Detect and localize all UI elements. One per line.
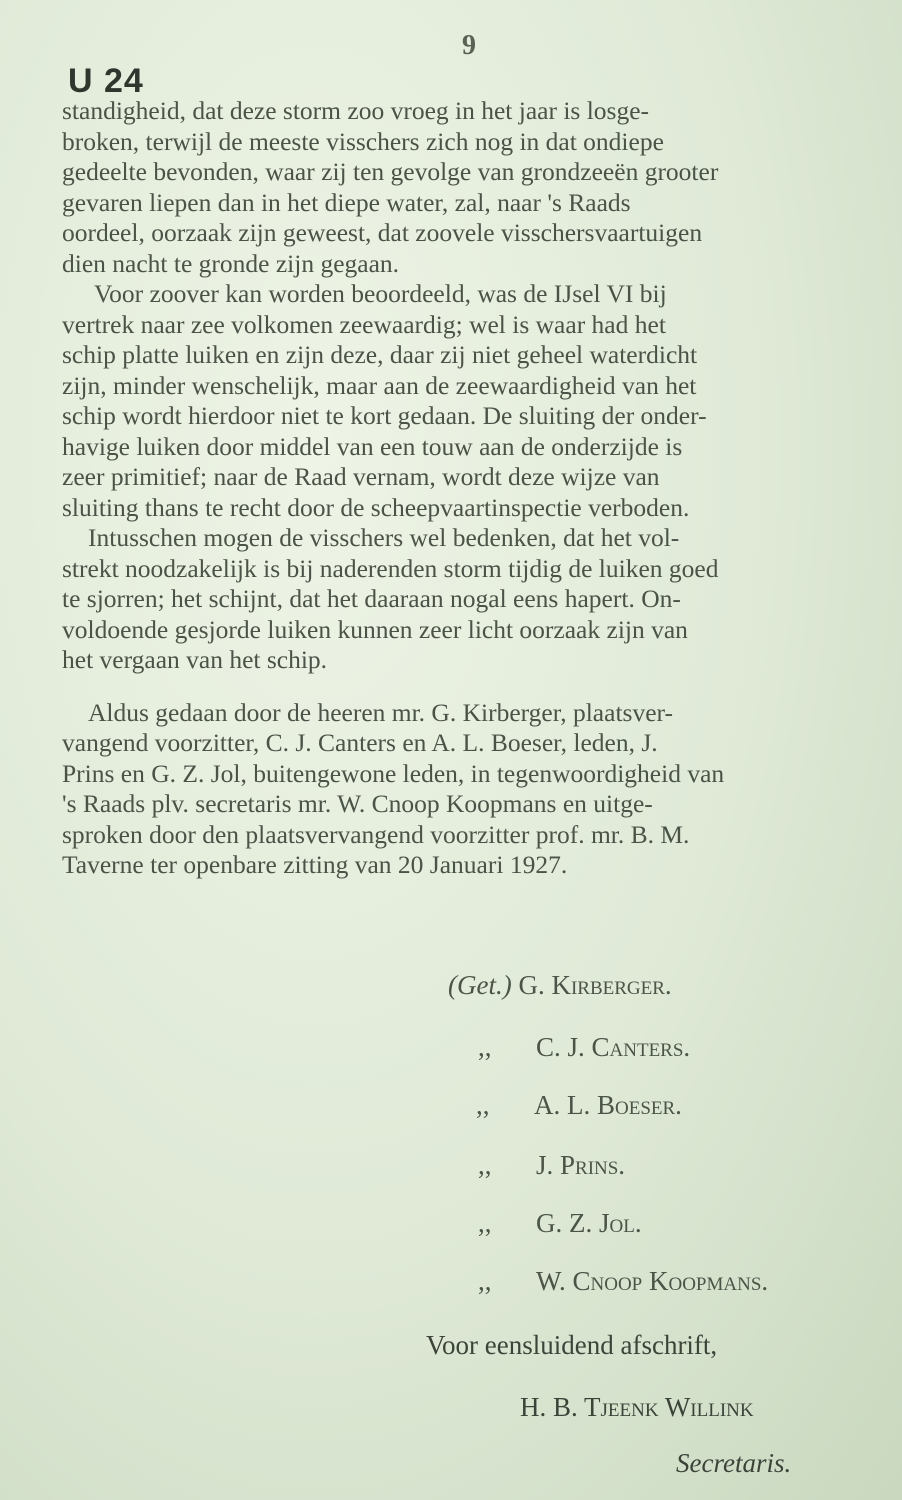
get-label: (Get.) [448,970,512,1000]
text-line: strekt noodzakelijk is bij naderenden storm tijdig de luiken goed [62,553,719,583]
text-line: gevaren liepen dan in het diepe water, zal, naar 's Raads [62,187,631,217]
ditto-mark: ,, [476,1090,490,1120]
text-line: schip wordt hierdoor niet te kort gedaan. De sluiting der onder- [62,401,707,430]
text-line: het vergaan van het schip. [62,645,328,674]
signature-name: C. J. Canters. [536,1032,691,1062]
text-line: havige luiken door middel van een touw aan de onderzijde is [62,431,683,461]
signature-name: G. Z. Jol. [536,1208,642,1238]
page-number: 9 [462,30,476,61]
text-line: oordeel, oorzaak zijn geweest, dat zoovele visschersvaartuigen [62,218,703,247]
text-line: vangend voorzitter, C. J. Canters en A. L. Boeser, leden, J. [62,728,658,757]
signature-name: G. Kirberger. [518,970,672,1000]
secretary-title: Secretaris. [676,1448,792,1478]
signature-name: J. Prins. [536,1150,626,1180]
text-line: te sjorren; het schijnt, dat het daaraan nogal eens hapert. On- [62,584,681,613]
text-line: standigheid, dat deze storm zoo vroeg in het jaar is losge- [62,96,650,125]
signature-line [478,1150,625,1181]
text-line: dien nacht te gronde zijn gegaan. [62,248,400,278]
signature-block [0,960,902,1500]
body-text [62,96,902,881]
text-line: sluiting thans te recht door de scheepvaartinspectie verboden. [62,492,690,522]
text-line: gedeelte bevonden, waar zij ten gevolge van grondzeeën grooter [62,157,719,186]
text-line: zijn, minder wenschelijk, maar aan de zeewaardigheid van het [62,370,697,400]
text-line: schip platte luiken en zijn deze, daar zij niet geheel waterdicht [62,340,698,369]
text-line: zeer primitief; naar de Raad vernam, wordt deze wijze van [62,462,660,491]
signature-line [478,1266,768,1297]
text-line: sproken door den plaatsvervangend voorzitter prof. mr. B. M. [62,819,690,849]
text-line: Prins en G. Z. Jol, buitengewone leden, in tegenwoordigheid van [62,758,725,788]
text-line: broken, terwijl de meeste visschers zich nog in dat ondiepe [62,126,664,156]
text-line: Voor zoover kan worden beoordeeld, was de IJsel VI bij [94,279,667,308]
text-line: vertrek naar zee volkomen zeewaardig; wel is waar had het [62,309,666,339]
secretary-name: H. B. Tjeenk Willink [520,1392,754,1422]
signature-name: W. Cnoop Koopmans. [536,1266,769,1296]
text-line: Intusschen mogen de visschers wel bedenken, dat het vol- [88,523,680,552]
text-line: voldoende gesjorde luiken kunnen zeer licht oorzaak zijn van [62,614,688,644]
signature-line [478,1208,642,1239]
text-line: Aldus gedaan door de heeren mr. G. Kirberger, plaatsver- [88,697,673,727]
conformity-statement: Voor eensluidend afschrift, [426,1330,718,1360]
signature-line [448,970,672,1001]
signature-line [476,1090,682,1121]
signature-line [478,1032,690,1063]
ditto-mark: ,, [478,1208,492,1238]
ditto-mark: ,, [478,1032,492,1062]
signature-name: A. L. Boeser. [534,1090,682,1120]
ditto-mark: ,, [478,1150,492,1180]
ditto-mark: ,, [478,1266,492,1296]
text-line: Taverne ter openbare zitting van 20 Januari 1927. [62,850,568,879]
document-id: U 24 [68,62,144,100]
text-line: 's Raads plv. secretaris mr. W. Cnoop Koopmans en uitge- [62,789,653,818]
